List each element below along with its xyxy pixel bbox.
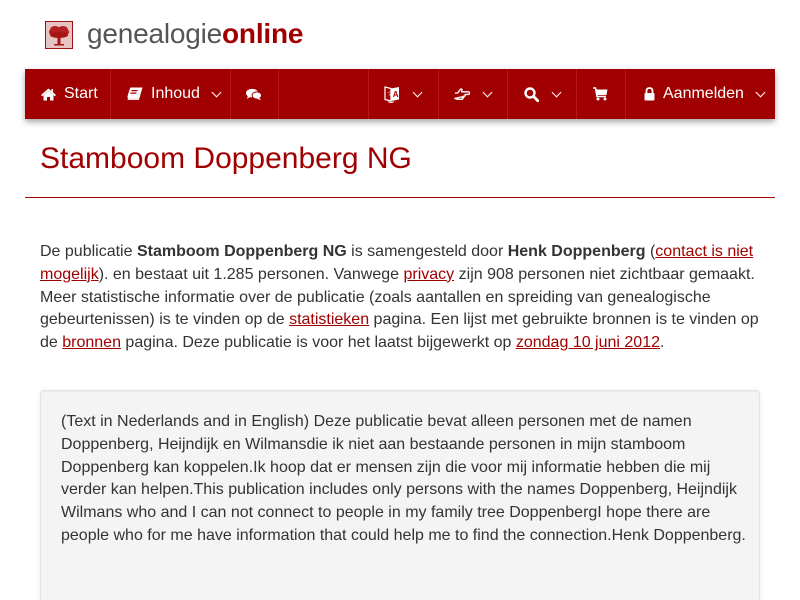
hand-point-icon <box>454 86 470 102</box>
title-divider <box>25 197 775 198</box>
nav-cart[interactable] <box>577 69 626 119</box>
logo-text-light: genealogie <box>87 18 223 49</box>
intro-text: pagina. Deze publicatie is voor het laatst bijgewerkt op <box>120 334 516 352</box>
intro-text: ). en bestaat uit <box>98 265 214 283</box>
statistics-link[interactable]: statistieken <box>289 311 370 329</box>
hidden-count: 908 <box>487 265 514 283</box>
intro-text: personen niet zichtbaar gemaakt. Meer statistische informatie over de publicatie (zoals aantallen en spreiding van genealogische gebeurtenissen) is te vinden op de <box>40 265 755 329</box>
intro-text: personen. Vanwege <box>253 265 404 283</box>
last-updated-link[interactable]: zondag 10 juni 2012 <box>515 334 660 352</box>
logo-text <box>87 17 303 51</box>
chevron-down-icon <box>552 87 562 97</box>
sources-link[interactable]: bronnen <box>62 334 121 352</box>
nav-login[interactable] <box>626 69 775 119</box>
intro-text: ( <box>645 243 656 260</box>
description-text: (Text in Nederlands and in English) Deze publicatie bevat alleen personen met de namen Doppenberg, Heijndijk en Wilmansdie ik niet aan bestaande personen in mijn stamboom Doppenberg kan koppelen.Ik hoop dat er mensen zijn die voor mij informatie hebben die mij verder kan helpen.This publication includes only persons with the names Doppenberg, Heijndijk Wilmans who and I can not connect to people in my family tree DoppenbergI hope there are people who for me have information that could help me to find the connection.Henk Doppenberg. <box>61 413 746 544</box>
book-icon <box>127 86 143 102</box>
comments-icon <box>246 86 262 102</box>
main-navbar <box>25 69 775 119</box>
chevron-down-icon <box>756 87 766 97</box>
translate-icon <box>384 86 400 102</box>
intro-text: is samengesteld door <box>346 243 508 260</box>
svg-text:A: A <box>392 89 399 99</box>
home-icon <box>40 86 56 102</box>
contact-link[interactable]: contact is niet mogelijk <box>40 243 754 283</box>
nav-inhoud[interactable] <box>111 69 231 119</box>
chevron-down-icon <box>483 87 493 97</box>
svg-text:文: 文 <box>387 91 394 98</box>
search-icon <box>523 86 539 102</box>
nav-inhoud-label: Inhoud <box>151 85 200 102</box>
page-title: Stamboom Doppenberg NG <box>40 142 412 175</box>
nav-language[interactable] <box>369 69 439 119</box>
intro-text: zijn <box>454 265 488 283</box>
publication-intro <box>40 241 765 355</box>
nav-search[interactable] <box>508 69 577 119</box>
cart-icon <box>592 86 608 102</box>
nav-spacer <box>279 69 369 119</box>
intro-text: . <box>659 334 665 352</box>
description-well <box>40 390 760 600</box>
nav-login-label: Aanmelden <box>663 85 744 102</box>
publication-name: Stamboom Doppenberg NG <box>136 243 347 260</box>
person-count: 1.285 <box>213 265 254 283</box>
nav-start-label: Start <box>64 85 98 102</box>
lock-icon <box>643 86 655 102</box>
nav-pointer[interactable] <box>439 69 508 119</box>
privacy-link[interactable]: privacy <box>403 265 455 283</box>
nav-start[interactable] <box>25 69 111 119</box>
chevron-down-icon <box>211 87 221 97</box>
site-header <box>0 0 800 69</box>
logo-text-strong: online <box>222 18 304 49</box>
nav-forum[interactable] <box>231 69 279 119</box>
intro-text: De publicatie <box>40 243 137 260</box>
intro-text: pagina. Een lijst met gebruikte bronnen is te vinden op de <box>40 311 759 352</box>
tree-icon <box>45 21 73 49</box>
chevron-down-icon <box>413 87 423 97</box>
author-name: Henk Doppenberg <box>507 243 646 260</box>
